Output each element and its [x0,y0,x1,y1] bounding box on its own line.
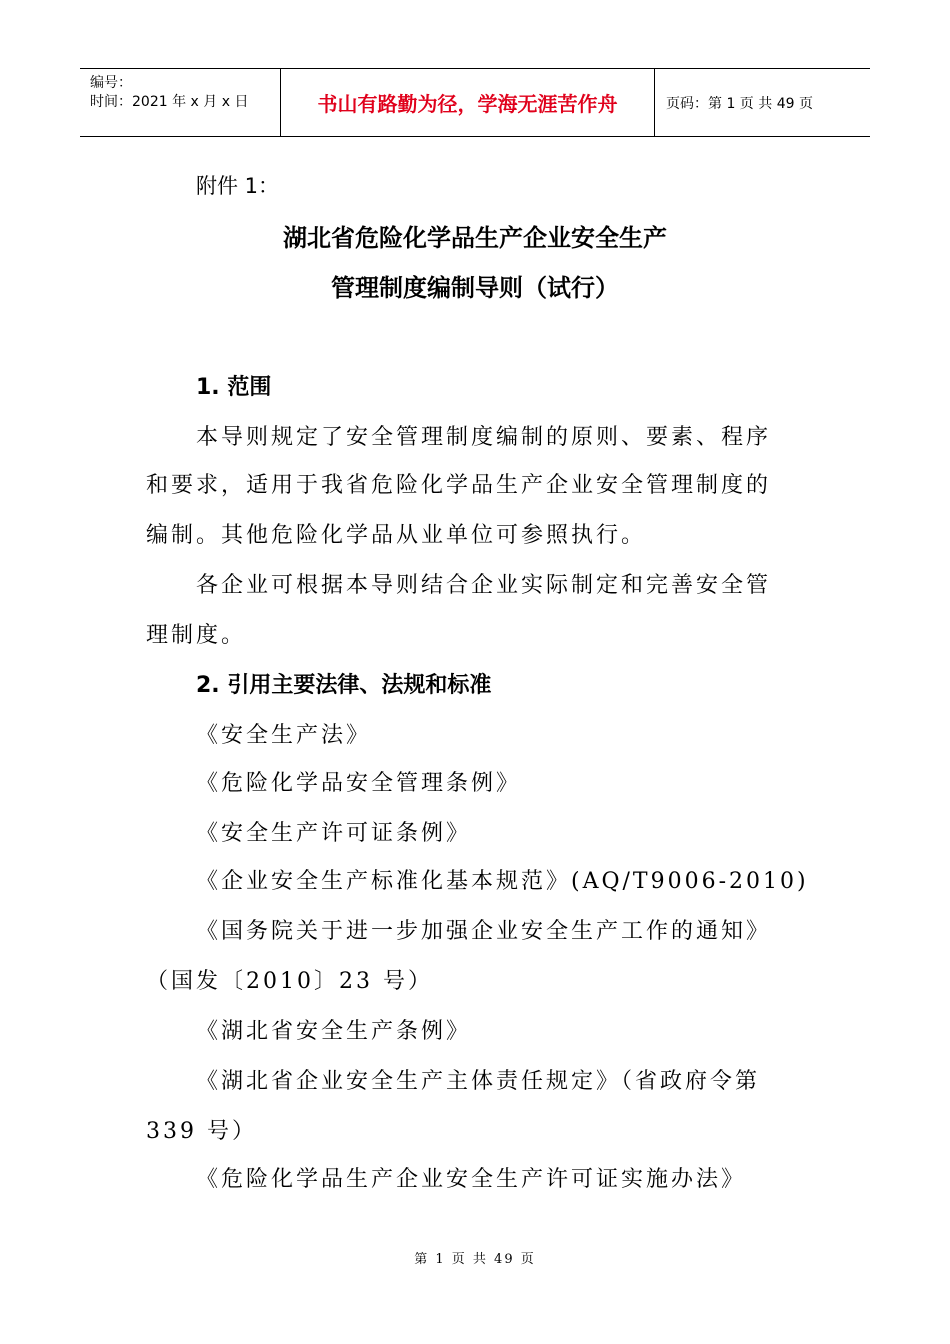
header-motto: 书山有路勤为径，学海无涯苦作舟 [280,69,655,136]
reference-item: 《湖北省安全生产条例》 [196,1019,472,1044]
page-footer: 第 1 页 共 49 页 [414,1252,536,1267]
paragraph-line: 理制度。 [146,623,247,648]
reference-item: 《危险化学品安全管理条例》 [196,771,522,796]
reference-item-cont: （国发〔2010〕23 号） [146,969,433,994]
document-title-line1: 湖北省危险化学品生产企业安全生产 [283,224,667,252]
reference-item: 《湖北省企业安全生产主体责任规定》（省政府令第 [196,1069,761,1094]
reference-item: 《企业安全生产标准化基本规范》(AQ/T9006-2010) [196,869,809,894]
header-meta [80,69,280,136]
reference-item: 《危险化学品生产企业安全生产许可证实施办法》 [196,1167,747,1192]
paragraph-line: 本导则规定了安全管理制度编制的原则、要素、程序 [196,425,772,450]
reference-item-cont: 339 号） [146,1119,257,1144]
paragraph-line: 编制。其他危险化学品从业单位可参照执行。 [146,523,647,548]
attachment-label: 附件 1： [196,174,280,198]
paragraph-line: 各企业可根据本导则结合企业实际制定和完善安全管 [196,573,772,598]
section-1-heading: 1. 范围 [196,375,272,400]
document-title-line2: 管理制度编制导则（试行） [331,274,619,302]
section-2-heading: 2. 引用主要法律、法规和标准 [196,673,492,698]
number-label: 编号： [90,75,132,91]
reference-item: 《安全生产法》 [196,723,372,748]
header-page-info: 页码：第 1 页 共 49 页 [666,95,813,112]
reference-item: 《安全生产许可证条例》 [196,821,472,846]
reference-item: 《国务院关于进一步加强企业安全生产工作的通知》 [196,919,772,944]
paragraph-line: 和要求，适用于我省危险化学品生产企业安全管理制度的 [146,473,772,498]
date-label: 时间：2021 年 x 月 x 日 [90,94,249,110]
page-header [80,68,870,137]
